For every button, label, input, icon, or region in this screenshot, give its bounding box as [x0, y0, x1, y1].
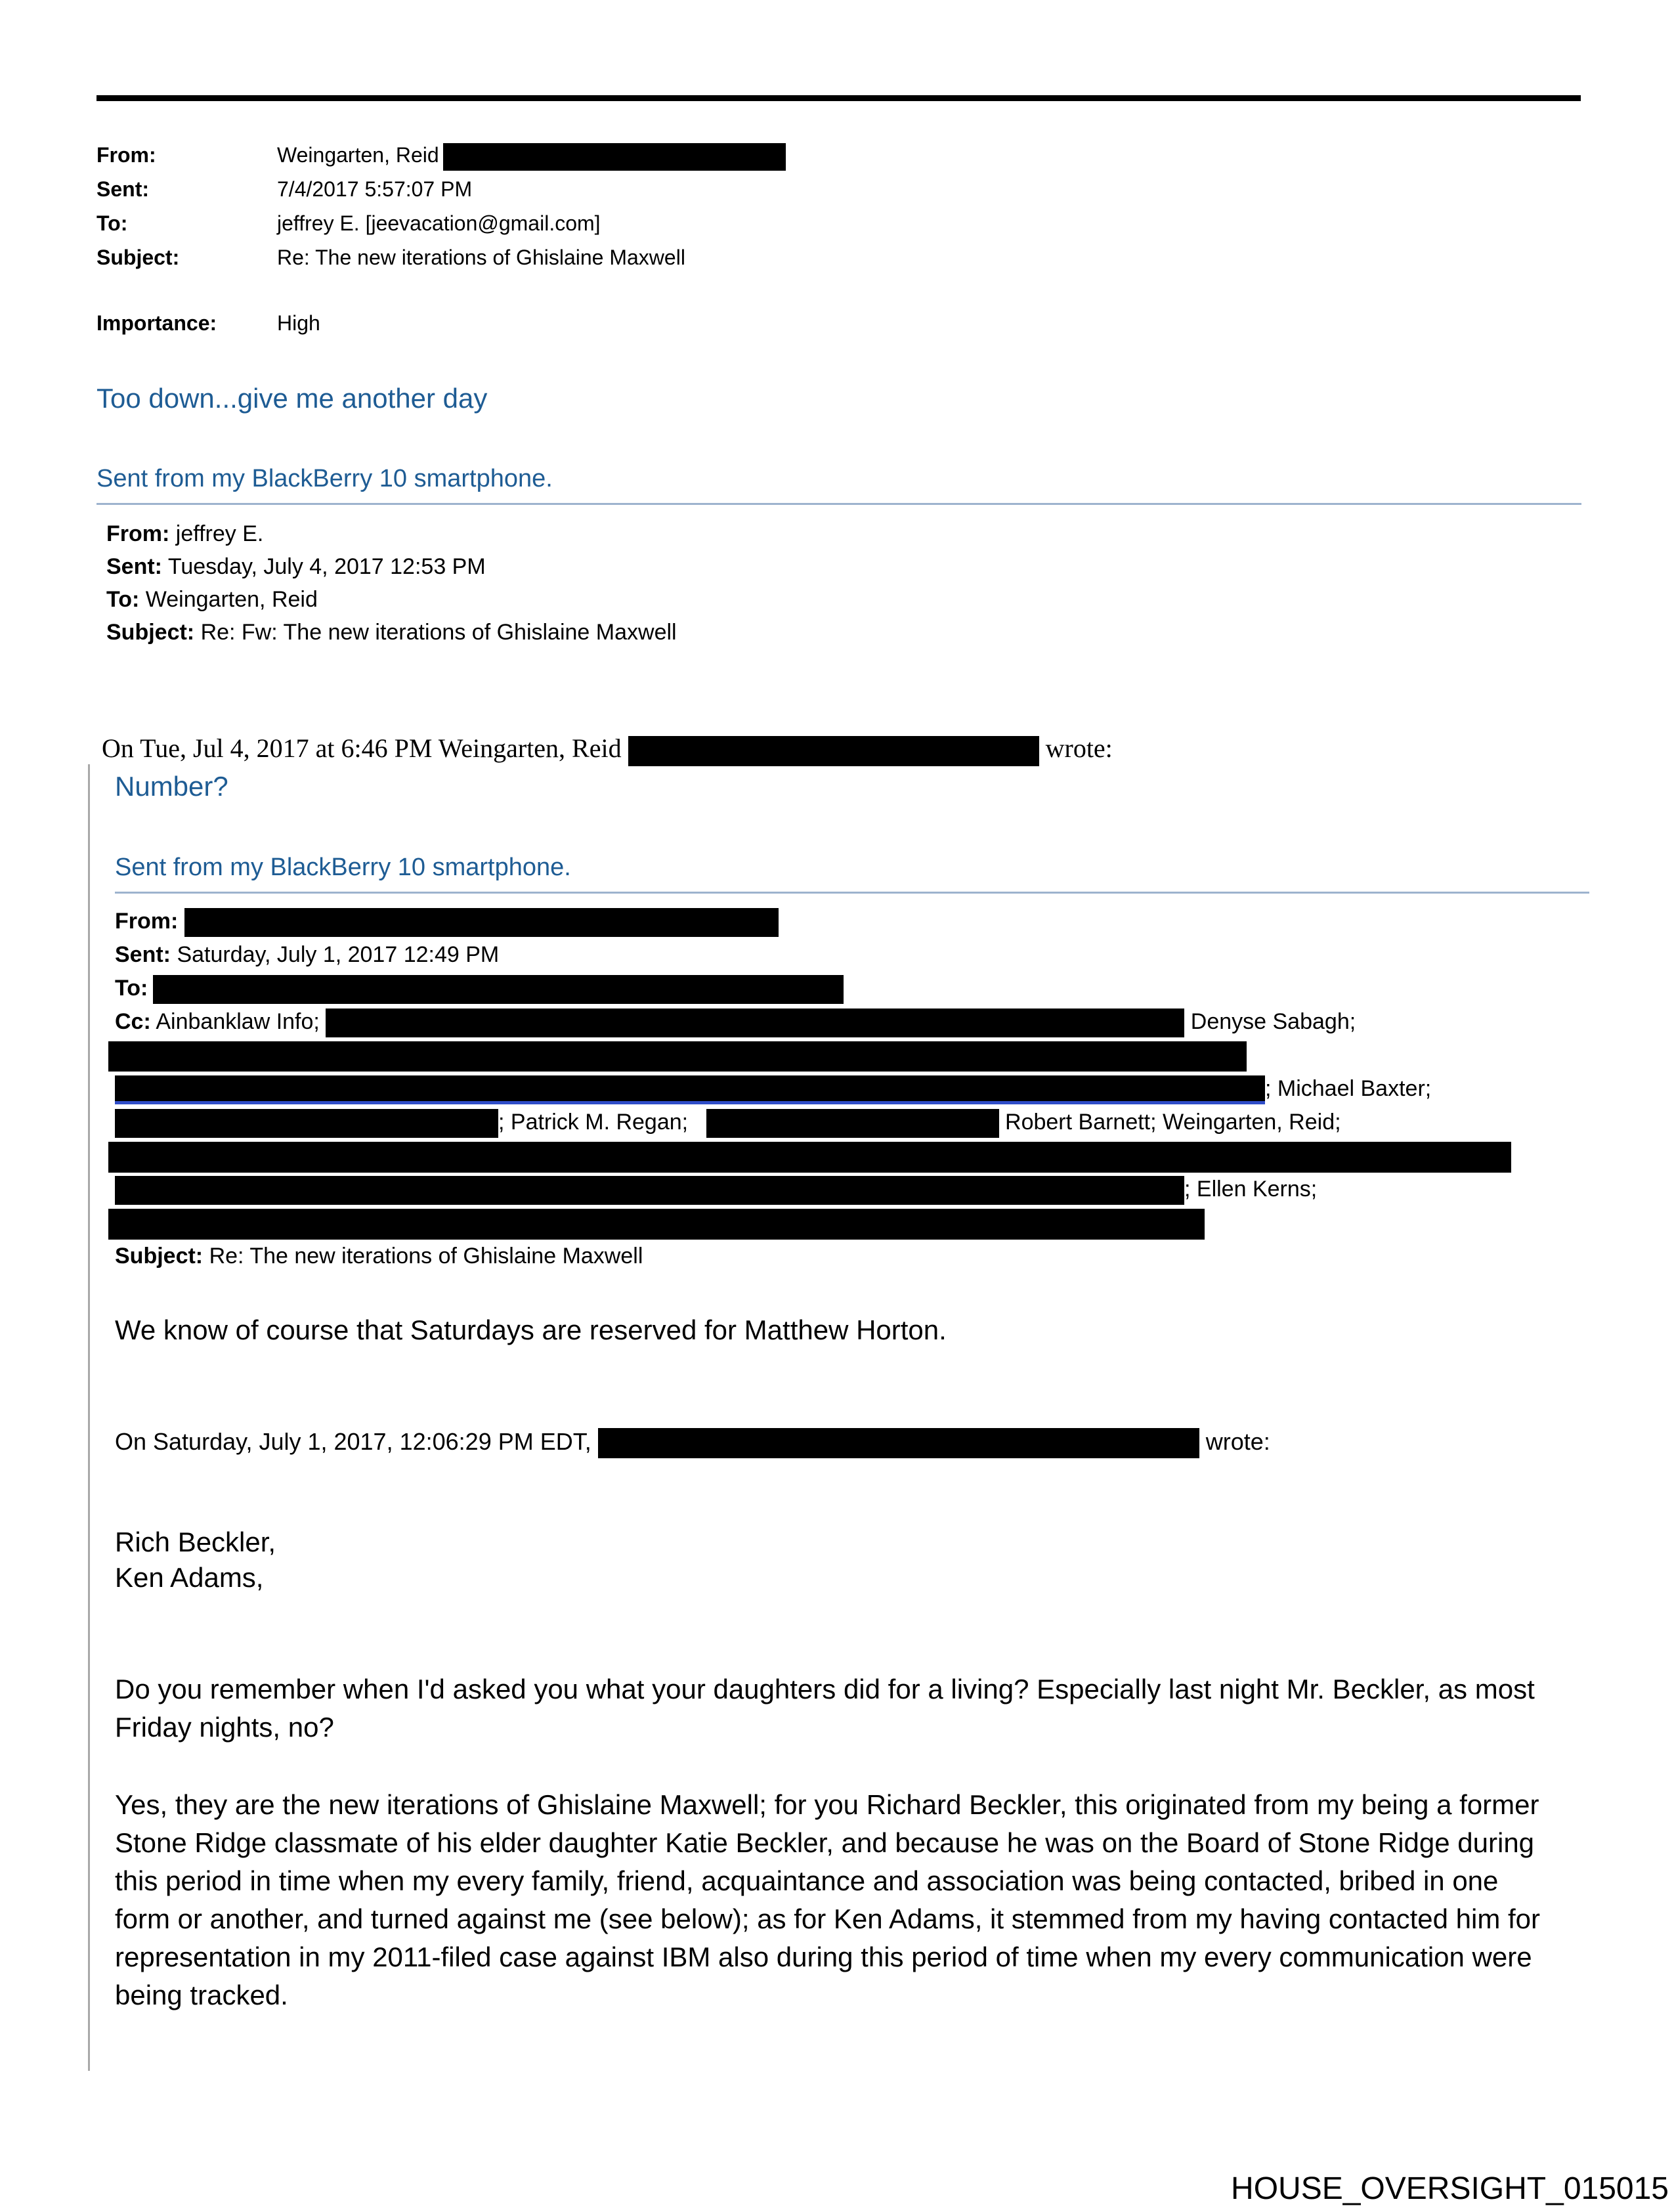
- quoted1-from-label: From:: [106, 521, 170, 546]
- redaction-bar: [108, 1041, 1247, 1072]
- blackberry-signature: Sent from my BlackBerry 10 smartphone.: [115, 854, 571, 881]
- quoted-reply-body: Number?: [115, 771, 228, 802]
- redaction-bar: [108, 1142, 1511, 1173]
- importance-row: [97, 306, 320, 340]
- quoted2-sent-value: Saturday, July 1, 2017 12:49 PM: [177, 942, 500, 967]
- quoted2-cc-line-5: [115, 1139, 1511, 1173]
- cc-name: ; Michael Baxter;: [1265, 1076, 1432, 1101]
- quoted2-to-line: [115, 972, 1511, 1005]
- redaction-bar: [706, 1109, 999, 1138]
- quoted1-to-label: To:: [106, 587, 140, 612]
- redaction-bar: [326, 1008, 1184, 1037]
- redaction-bar: [184, 908, 779, 937]
- from-value: [277, 138, 786, 172]
- quoted1-from-line: [106, 517, 677, 550]
- quoted-message-line: We know of course that Saturdays are reserved for Matthew Horton.: [115, 1314, 947, 1345]
- quoted2-cc-line-6: [115, 1173, 1511, 1206]
- quoted2-to-label: To:: [115, 976, 148, 1001]
- quoted2-cc-line-4: [115, 1106, 1511, 1139]
- sent-value: 7/4/2017 5:57:07 PM: [277, 177, 473, 201]
- quoted2-subject-value: Re: The new iterations of Ghislaine Maxwell: [209, 1244, 643, 1269]
- redaction-bar: [628, 736, 1039, 766]
- salutations: [115, 1525, 276, 1595]
- attribution2-prefix: On Saturday, July 1, 2017, 12:06:29 PM EDT,: [115, 1428, 591, 1455]
- quoted1-sent-line: [106, 550, 677, 583]
- from-value-text: Weingarten, Reid: [277, 143, 439, 167]
- attribution2-suffix: wrote:: [1205, 1428, 1270, 1455]
- importance-label: Importance:: [97, 311, 217, 335]
- quoted2-cc-label: Cc:: [115, 1009, 151, 1034]
- cc-name: Denyse Sabagh;: [1190, 1009, 1356, 1034]
- quoted2-subject-line: [115, 1240, 1511, 1273]
- redaction-bar: [115, 1176, 1184, 1205]
- section-divider: [97, 503, 1581, 505]
- quoted1-to-line: [106, 583, 677, 616]
- attribution-line-2: [115, 1426, 1270, 1458]
- email-header: [97, 138, 786, 274]
- sent-label: Sent:: [97, 177, 149, 201]
- cc-name: Robert Barnett; Weingarten, Reid;: [1005, 1110, 1341, 1135]
- quoted1-to-value: Weingarten, Reid: [145, 587, 318, 612]
- header-rule: [97, 95, 1581, 101]
- quoted2-subject-label: Subject:: [115, 1244, 204, 1269]
- section-divider: [115, 892, 1589, 894]
- quoted-header-1: [106, 517, 677, 649]
- cc-name: ; Ellen Kerns;: [1184, 1177, 1318, 1202]
- quoted-block: [88, 764, 1618, 2071]
- redaction-bar: [598, 1428, 1199, 1458]
- quoted-header-2: [115, 905, 1511, 1273]
- redaction-bar: [443, 143, 786, 171]
- quoted1-subject-label: Subject:: [106, 620, 195, 645]
- body-paragraph-2: Yes, they are the new iterations of Ghislaine Maxwell; for you Richard Beckler, this originated from my being a former Stone Ridge classmate of his elder daughter Katie Beckler, and because he was on the Board of Stone Ridge during this period in time when my every family, friend, acquaintance and association was being contacted, bribed in one form or another, and turned against me (see below); as for Ken Adams, it stemmed from my having contacted him for representation in my 2011-filed case against IBM also during this period of time when my every communication were being tracked.: [115, 1789, 1541, 2010]
- attribution1-prefix: On Tue, Jul 4, 2017 at 6:46 PM Weingarten, Reid: [102, 733, 622, 763]
- salutation-line: Rich Beckler,: [115, 1527, 276, 1557]
- attribution-line-1: [102, 731, 1113, 766]
- quoted1-subject-line: [106, 616, 677, 649]
- quoted2-sent-label: Sent:: [115, 942, 171, 967]
- redaction-bar: [115, 1075, 1265, 1104]
- quoted1-subject-value: Re: Fw: The new iterations of Ghislaine Maxwell: [200, 620, 677, 645]
- quoted1-sent-value: Tuesday, July 4, 2017 12:53 PM: [167, 554, 486, 579]
- subject-value: Re: The new iterations of Ghislaine Maxwell: [277, 246, 685, 269]
- quoted2-sent-line: [115, 938, 1511, 972]
- blackberry-signature: Sent from my BlackBerry 10 smartphone.: [97, 465, 553, 492]
- quoted2-from-line: [115, 905, 1511, 938]
- subject-label: Subject:: [97, 246, 180, 269]
- redaction-bar: [108, 1209, 1205, 1240]
- quoted2-cc-line-7: [115, 1206, 1511, 1240]
- quoted2-cc-line-2: [115, 1039, 1511, 1072]
- bates-number: HOUSE_OVERSIGHT_015015: [1231, 2171, 1669, 2206]
- quoted2-from-label: From:: [115, 909, 179, 934]
- to-value: jeffrey E. [jeevacation@gmail.com]: [277, 211, 601, 235]
- body-paragraph-1: Do you remember when I'd asked you what your daughters did for a living? Especially last night Mr. Beckler, as most Friday nights, no?: [115, 1674, 1535, 1743]
- quoted1-sent-label: Sent:: [106, 554, 162, 579]
- cc-name: Ainbanklaw Info;: [156, 1009, 320, 1034]
- importance-value: High: [277, 311, 320, 335]
- redaction-bar: [153, 975, 844, 1004]
- reply-body: Too down...give me another day: [97, 383, 488, 414]
- from-label: From:: [97, 143, 156, 167]
- quoted2-cc-line-1: [115, 1005, 1511, 1039]
- quoted2-cc-line-3: [115, 1072, 1511, 1106]
- quoted1-from-value: jeffrey E.: [175, 521, 264, 546]
- attribution1-suffix: wrote:: [1045, 733, 1113, 763]
- salutation-line: Ken Adams,: [115, 1562, 264, 1593]
- redaction-bar: [115, 1109, 498, 1138]
- to-label: To:: [97, 211, 128, 235]
- cc-name: ; Patrick M. Regan;: [498, 1110, 689, 1135]
